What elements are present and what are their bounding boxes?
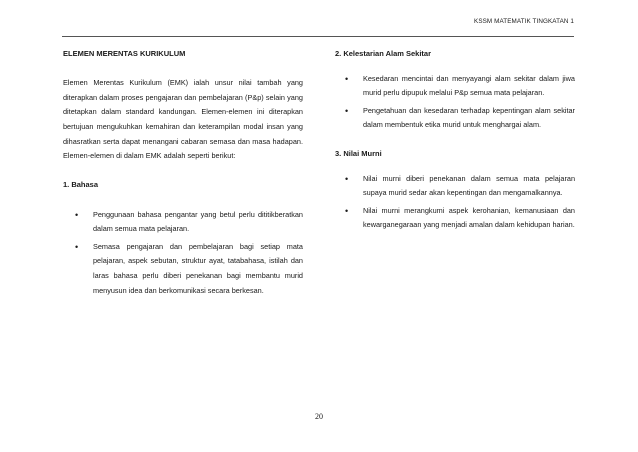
list-item: • Nilai murni merangkumi aspek kerohanian, kemanusiaan dan kewarganegaraan yang menjadi amalan dalam kehidupan harian. bbox=[345, 205, 575, 230]
intro-paragraph: Elemen Merentas Kurikulum (EMK) ialah unsur nilai tambah yang diterapkan dalam proses pengajaran dan pembelajaran (P&p) selain yang ditetapkan dalam standard kandungan. Elemen-elemen ini diterapkan bertujuan mengukuhkan kemahiran dan keterampilan modal insan yang dihasratkan serta dapat menangani cabaran semasa dan masa hadapan. Elemen-elemen di dalam EMK adalah seperti berikut: bbox=[63, 78, 303, 161]
page-number: 20 bbox=[315, 412, 323, 421]
section-2-list bbox=[345, 72, 575, 133]
right-column bbox=[335, 47, 575, 233]
section-2-heading: 2. Kelestarian Alam Sekitar bbox=[335, 49, 432, 58]
list-item: • Penggunaan bahasa pengantar yang betul perlu dititikberatkan dalam semua mata pelajaran. bbox=[75, 209, 303, 234]
section-1-list bbox=[75, 208, 303, 299]
page-header bbox=[62, 10, 574, 37]
header-title: KSSM MATEMATIK TINGKATAN 1 bbox=[474, 18, 574, 25]
bullet-icon: • bbox=[75, 209, 79, 220]
list-item: • Kesedaran mencintai dan menyayangi alam sekitar dalam jiwa murid perlu dipupuk melalui P&p semua mata pelajaran. bbox=[345, 73, 575, 98]
section-3-list bbox=[345, 172, 575, 233]
header-rule bbox=[62, 36, 574, 37]
left-column bbox=[63, 47, 303, 298]
bullet-icon: • bbox=[75, 241, 79, 252]
section-1-heading: 1. Bahasa bbox=[63, 180, 99, 190]
list-item: • Semasa pengajaran dan pembelajaran bagi setiap mata pelajaran, aspek sebutan, struktur ayat, tatabahasa, istilah dan laras bahasa perlu diberi penekanan bagi membantu murid menyusun idea dan berkomunikasi secara berkesan. bbox=[75, 241, 303, 295]
list-item: • Pengetahuan dan kesedaran terhadap kepentingan alam sekitar dalam membentuk etika murid untuk menghargai alam. bbox=[345, 105, 575, 130]
section-heading: ELEMEN MERENTAS KURIKULUM bbox=[63, 49, 186, 58]
list-item: • Nilai murni diberi penekanan dalam semua mata pelajaran supaya murid sedar akan kepentingan dan mengamalkannya. bbox=[345, 173, 575, 198]
section-3-heading: 3. Nilai Murni bbox=[335, 148, 382, 158]
bullet-icon: • bbox=[345, 205, 349, 216]
bullet-icon: • bbox=[345, 105, 349, 116]
bullet-icon: • bbox=[345, 173, 349, 184]
bullet-icon: • bbox=[345, 73, 349, 84]
